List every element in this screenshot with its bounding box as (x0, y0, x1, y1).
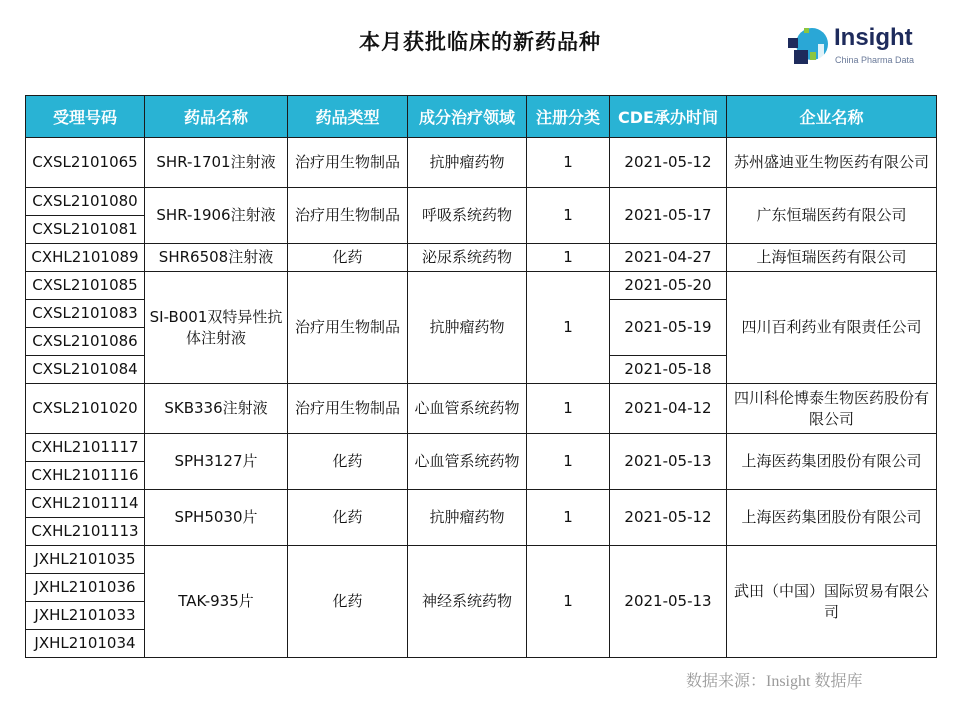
cell-type: 化药 (288, 546, 408, 658)
cell-type: 化药 (288, 434, 408, 490)
cell-id: CXSL2101084 (26, 356, 145, 384)
cell-company: 苏州盛迪亚生物医药有限公司 (727, 138, 937, 188)
data-source-note: 数据来源：Insight 数据库 (686, 673, 863, 690)
cell-id: CXSL2101020 (26, 384, 145, 434)
cell-class: 1 (527, 434, 610, 490)
cell-name: SHR-1906注射液 (145, 188, 288, 244)
cell-id: JXHL2101035 (26, 546, 145, 574)
cell-date: 2021-05-12 (610, 490, 727, 546)
cell-class: 1 (527, 384, 610, 434)
page-title: 本月获批临床的新药品种 (359, 30, 601, 54)
cell-id: CXSL2101086 (26, 328, 145, 356)
table-row (26, 490, 937, 518)
cell-type: 治疗用生物制品 (288, 138, 408, 188)
table-row (26, 272, 937, 300)
cell-date: 2021-05-12 (610, 138, 727, 188)
cell-area: 呼吸系统药物 (408, 188, 527, 244)
logo-tagline: China Pharma Data (835, 55, 915, 65)
cell-area: 心血管系统药物 (408, 384, 527, 434)
cell-class: 1 (527, 188, 610, 244)
cell-date: 2021-04-27 (610, 244, 727, 272)
cell-area: 泌尿系统药物 (408, 244, 527, 272)
cell-id: CXSL2101080 (26, 188, 145, 216)
col-header-date: CDE承办时间 (610, 96, 727, 138)
cell-area: 抗肿瘤药物 (408, 272, 527, 384)
cell-name: SPH5030片 (145, 490, 288, 546)
cell-id: JXHL2101034 (26, 630, 145, 658)
cell-id: CXHL2101113 (26, 518, 145, 546)
cell-date: 2021-05-13 (610, 434, 727, 490)
cell-type: 治疗用生物制品 (288, 384, 408, 434)
cell-id: CXSL2101085 (26, 272, 145, 300)
cell-type: 化药 (288, 244, 408, 272)
table-row (26, 434, 937, 462)
cell-id: JXHL2101036 (26, 574, 145, 602)
cell-company: 广东恒瑞医药有限公司 (727, 188, 937, 244)
cell-id: CXSL2101081 (26, 216, 145, 244)
cell-area: 抗肿瘤药物 (408, 490, 527, 546)
cell-id: CXHL2101117 (26, 434, 145, 462)
col-header-id: 受理号码 (26, 96, 145, 138)
cell-date: 2021-05-20 (610, 272, 727, 300)
cell-company: 四川百利药业有限责任公司 (727, 272, 937, 384)
cell-name: SI-B001双特异性抗体注射液 (145, 272, 288, 384)
cell-name: TAK-935片 (145, 546, 288, 658)
insight-logo (786, 22, 936, 72)
cell-class: 1 (527, 490, 610, 546)
cell-type: 化药 (288, 490, 408, 546)
table-row (26, 188, 937, 216)
cell-company: 上海恒瑞医药有限公司 (727, 244, 937, 272)
col-header-company: 企业名称 (727, 96, 937, 138)
col-header-area: 成分治疗领域 (408, 96, 527, 138)
col-header-class: 注册分类 (527, 96, 610, 138)
cell-id: CXSL2101083 (26, 300, 145, 328)
cell-company: 四川科伦博泰生物医药股份有限公司 (727, 384, 937, 434)
cell-type: 治疗用生物制品 (288, 188, 408, 244)
cell-company: 上海医药集团股份有限公司 (727, 434, 937, 490)
cell-name: SHR-1701注射液 (145, 138, 288, 188)
table-row (26, 244, 937, 272)
cell-date: 2021-05-13 (610, 546, 727, 658)
cell-name: SKB336注射液 (145, 384, 288, 434)
cell-name: SHR6508注射液 (145, 244, 288, 272)
drug-table (25, 95, 937, 658)
cell-date: 2021-05-18 (610, 356, 727, 384)
cell-class: 1 (527, 272, 610, 384)
table-row (26, 138, 937, 188)
logo-name: Insight (834, 24, 913, 51)
cell-area: 心血管系统药物 (408, 434, 527, 490)
cell-id: CXHL2101089 (26, 244, 145, 272)
cell-id: CXHL2101114 (26, 490, 145, 518)
cell-name: SPH3127片 (145, 434, 288, 490)
cell-date: 2021-05-19 (610, 300, 727, 356)
cell-area: 抗肿瘤药物 (408, 138, 527, 188)
col-header-type: 药品类型 (288, 96, 408, 138)
cell-company: 武田（中国）国际贸易有限公司 (727, 546, 937, 658)
cell-class: 1 (527, 138, 610, 188)
col-header-name: 药品名称 (145, 96, 288, 138)
table-header-row (26, 96, 937, 138)
insight-logo-icon (786, 22, 832, 70)
cell-id: CXHL2101116 (26, 462, 145, 490)
cell-type: 治疗用生物制品 (288, 272, 408, 384)
table-row (26, 384, 937, 434)
cell-company: 上海医药集团股份有限公司 (727, 490, 937, 546)
cell-class: 1 (527, 244, 610, 272)
cell-area: 神经系统药物 (408, 546, 527, 658)
table-row (26, 546, 937, 574)
cell-class: 1 (527, 546, 610, 658)
cell-id: CXSL2101065 (26, 138, 145, 188)
cell-id: JXHL2101033 (26, 602, 145, 630)
cell-date: 2021-04-12 (610, 384, 727, 434)
cell-date: 2021-05-17 (610, 188, 727, 244)
